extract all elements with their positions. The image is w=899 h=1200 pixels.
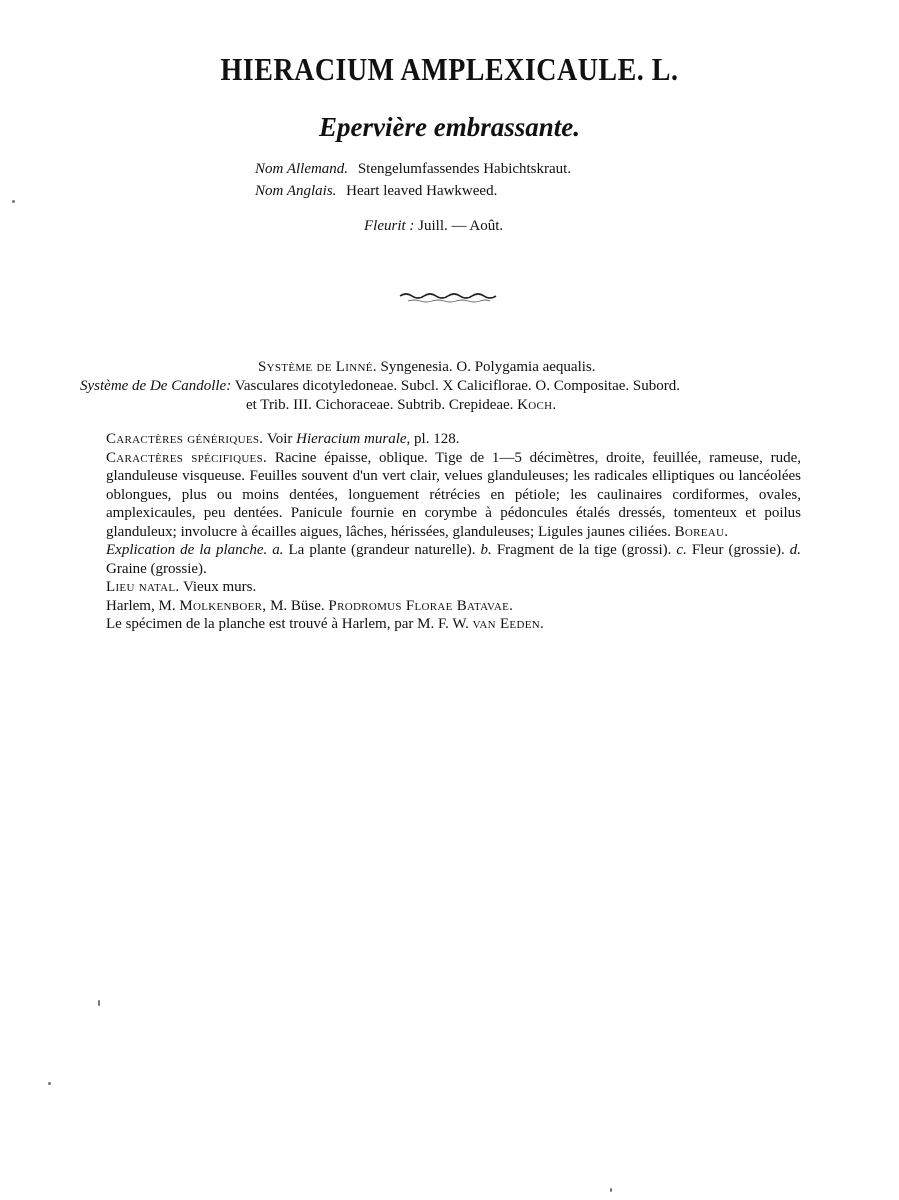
specimen-text: Le spécimen de la planche est trouvé à Harlem, par M. F. W. (106, 616, 469, 632)
native-place-value: Vieux murs. (182, 579, 257, 595)
ornament-divider (398, 288, 498, 308)
candolle-author: Koch. (517, 397, 557, 413)
flowering-label: Fleurit : (364, 218, 415, 234)
explanation-a: a. (272, 542, 284, 558)
generic-text-1: Voir (266, 431, 293, 447)
harlem-source-line (106, 597, 801, 616)
german-name-value: Stengelumfassendes Habichtskraut. (357, 161, 572, 177)
explanation-b: b. (480, 542, 492, 558)
english-name-line (255, 180, 571, 202)
harlem-text: Harlem, M. (106, 597, 176, 614)
linne-line (106, 358, 806, 377)
classification-block (80, 358, 806, 415)
specific-text: Racine épaisse, oblique. Tige de 1—5 décimètres, droite, feuillée, rameuse, rude, glanduleuse visqueuse. Feuilles souvent d'un vert clair, velues glanduleuses; les radicales elliptiques ou lancéolées oblongues, plus ou moins dentées, longuement rétrécies en pétiole; les caulinaires cordiformes, ovales, amplexicaules, peu dentées. Panicule fournie en corymbe à pédoncules étalés dressés, tomenteux et poilus glanduleux; involucre à écailles aigues, lâches, hérissées, glanduleuses; Ligules jaunes ciliées. (106, 449, 801, 540)
scan-speck (610, 1188, 612, 1192)
harlem-text-2: M. Büse. (270, 597, 325, 614)
native-place (106, 578, 801, 597)
scan-speck (48, 1082, 51, 1085)
linne-value: Syngenesia. O. Polygamia aequalis. (380, 359, 596, 375)
german-name-line (255, 158, 571, 180)
explanation-c: c. (676, 542, 687, 558)
scan-speck (12, 200, 15, 203)
scan-speck (98, 1000, 100, 1006)
explanation-b-text: Fragment de la tige (grossi). (496, 542, 672, 558)
specific-author: Boreau. (674, 523, 729, 540)
description-block (106, 430, 801, 634)
candolle-value-2: et Trib. III. Cichoraceae. Subtrib. Crepideae. (246, 397, 514, 413)
generic-characters (106, 430, 801, 449)
english-name-label: Nom Anglais. (255, 183, 337, 199)
linne-label: Système de Linné. (258, 359, 377, 375)
explanation-c-text: Fleur (grossie). (691, 542, 785, 558)
explanation-a-text: La plante (grandeur naturelle). (288, 542, 476, 558)
harlem-source: Prodromus Florae Batavae. (328, 597, 514, 614)
explanation-label: Explication de la planche. (106, 542, 268, 558)
explanation-d: d. (789, 542, 802, 558)
explanation-d-text: Graine (grossie). (106, 560, 207, 577)
generic-reference: Hieracium murale, (296, 431, 411, 447)
specimen-line (106, 615, 801, 634)
candolle-line-2 (106, 396, 806, 415)
german-name-label: Nom Allemand. (255, 161, 349, 177)
candolle-label: Système de De Candolle: (80, 378, 232, 394)
specific-characters (106, 449, 801, 542)
specimen-name: van Eeden. (472, 616, 545, 632)
common-names (255, 158, 571, 202)
generic-label: Caractères génériques. (106, 431, 264, 447)
english-name-value: Heart leaved Hawkweed. (346, 183, 498, 199)
page-title: HIERACIUM AMPLEXICAULE. L. (220, 52, 679, 89)
specific-label: Caractères spécifiques. (106, 449, 268, 466)
harlem-name: Molkenboer, (179, 597, 267, 614)
candolle-value: Vasculares dicotyledoneae. Subcl. X Caliciflorae. O. Compositae. Subord. (234, 378, 680, 394)
generic-text-2: pl. 128. (414, 431, 460, 447)
page-subtitle: Epervière embrassante. (319, 112, 580, 142)
native-place-label: Lieu natal. (106, 579, 180, 595)
candolle-line (80, 377, 806, 396)
flowering-value: Juill. — Août. (418, 218, 504, 234)
flowering-line (364, 218, 503, 235)
plate-explanation (106, 541, 801, 578)
